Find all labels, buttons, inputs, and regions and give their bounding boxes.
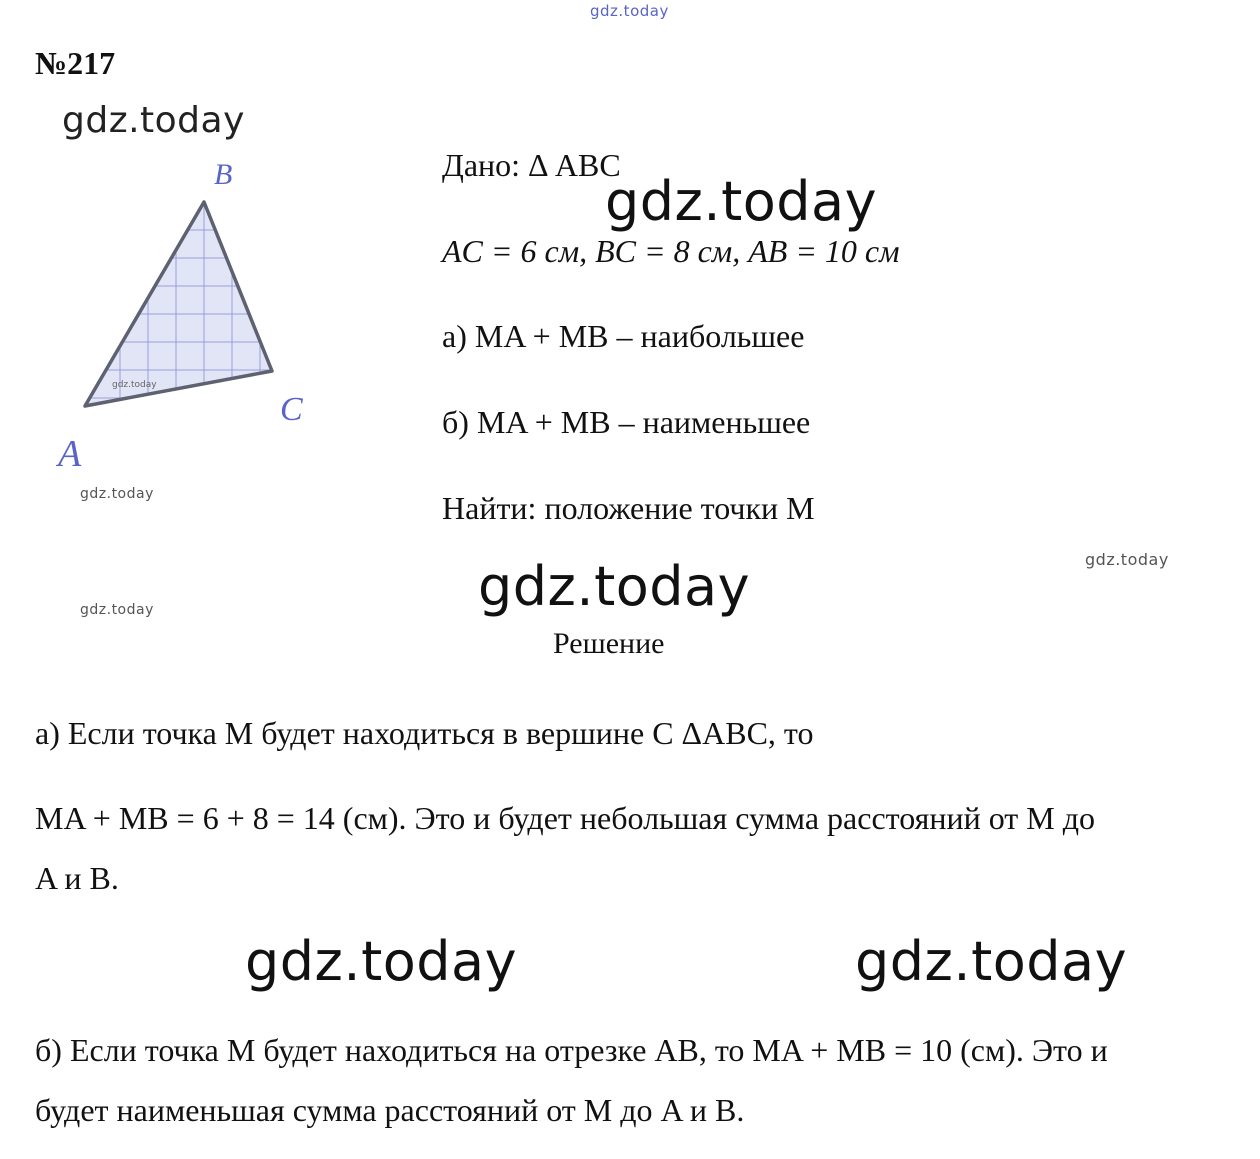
given-line-4: б) MA + MB – наименьшее [442, 404, 811, 440]
watermark-bottom-left: gdz.today [245, 930, 518, 993]
watermark-right: gdz.today [1085, 550, 1169, 569]
given-line-3: а) MA + MB – наибольшее [442, 318, 805, 354]
given-line-5: Найти: положение точки M [442, 490, 815, 526]
given-line-1: Дано: Δ ABC [442, 147, 621, 183]
vertex-label-c: C [280, 391, 303, 428]
solution-a-line-3: A и B. [35, 860, 119, 896]
solution-b-line-1: б) Если точка M будет находиться на отрезке AB, то MA + MB = 10 (см). Это и [35, 1032, 1108, 1068]
solution-b-line-2: будет наименьшая сумма расстояний от M до A и B. [35, 1092, 745, 1128]
solution-heading: Решение [553, 627, 665, 660]
solution-a-line-2: MA + MB = 6 + 8 = 14 (см). Это и будет небольшая сумма расстояний от M до [35, 800, 1095, 836]
watermark-top: gdz.today [590, 2, 669, 20]
solution-a-line-1: а) Если точка M будет находиться в вершине C ΔABC, то [35, 715, 814, 751]
watermark-figure-bottom: gdz.today [80, 486, 154, 502]
triangle-figure [40, 140, 340, 500]
watermark-figure-top: gdz.today [62, 100, 245, 141]
watermark-bottom-right: gdz.today [855, 930, 1128, 993]
given-line-2: AC = 6 см, BC = 8 см, AB = 10 см [442, 233, 900, 269]
watermark-solution: gdz.today [478, 555, 751, 618]
vertex-label-b: B [214, 158, 233, 191]
triangle-watermark: gdz.today [112, 380, 157, 390]
vertex-label-a: A [58, 433, 82, 475]
task-number: №217 [35, 45, 116, 81]
watermark-given: gdz.today [605, 170, 878, 233]
watermark-left: gdz.today [80, 602, 154, 618]
